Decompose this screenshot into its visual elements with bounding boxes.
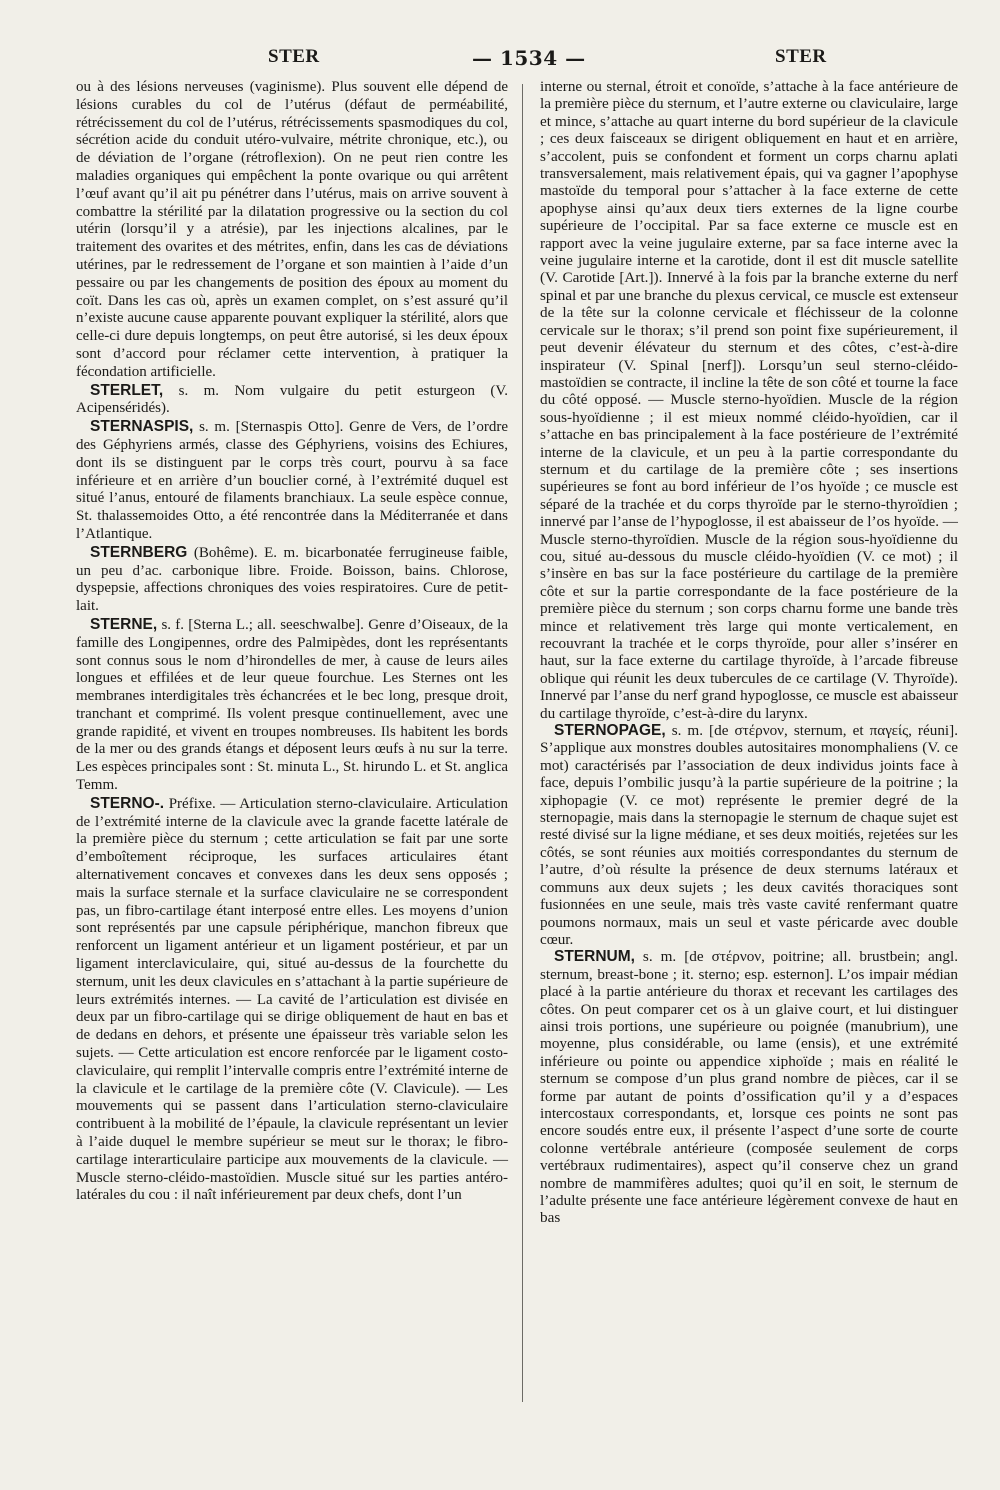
entry-sterno: STERNO-. Préfixe. — Articulation sterno-claviculaire. Articulation de l’extrémité interne de la clavicule avec la grande facette latérale de la première pièce du sternum ; cette articulation se fait par une sorte d’emboîtement réciproque, les surfaces articulaires étant alternativement concaves et convexes dans les deux sens opposés ; mais la surface sternale et la surface claviculaire ne se correspondent pas, un fibro-cartilage étant interposé entre elles. Les moyens d’union sont représentés par une capsule périphérique, manchon fibreux que renforcent un ligament antérieur et un ligament postérieur, et par un ligament interclaviculaire, qui, situé au-dessus de la fourchette du sternum, unit les deux clavicules en s’attachant à la partie supérieure de leurs extrémités internes. — La cavité de l’articulation est divisée en deux par un fibro-cartilage qui se dirige obliquement de haut en bas et de dedans en dehors, et présente une épaisseur très variable selon les sujets. — Cette articulation est encore renforcée par le ligament costo-claviculaire, qui remplit l’intervalle compris entre l’extrémité interne de la clavicule et le cartilage de la première côte (V. Clavicule). — Les mouvements qui se passent dans l’articulation sterno-claviculaire contribuent à la mobilité de l’épaule, la clavicule représentant un levier à l’aide duquel le membre supérieur se meut sur le thorax; le fibro-cartilage interarticulaire participe aux mouvements de la clavicule. — Muscle sterno-cléido-mastoïdien. Muscle situé sur les parties antéro-latérales du cou : il naît inférieurement par deux chefs, dont l’un	[76, 794, 508, 1204]
entry-sterlet: STERLET, s. m. Nom vulgaire du petit esturgeon (V. Acipenséridés).	[76, 381, 508, 417]
page-number: — 1534 —	[472, 46, 586, 70]
right-column	[540, 78, 958, 1227]
running-head-right: STER	[775, 46, 827, 67]
headword: STERNE,	[90, 615, 158, 633]
headword: STERNOPAGE,	[554, 722, 666, 740]
headword: STERLET,	[90, 381, 164, 399]
entry-sternaspis: STERNASPIS, s. m. [Sternaspis Otto]. Genre de Vers, de l’ordre des Géphyriens armés, classe des Géphyriens, voisins des Echiures, dont ils se distinguent par le corps très court, pourvu à sa face inférieure et en arrière d’un bouclier corné, à l’extrémité duquel est situé l’anus, entouré de filaments branchiaux. La seule espèce connue, St. thalassemoides Otto, a été rencontrée dans la Méditerranée et dans l’Atlantique.	[76, 418, 508, 542]
running-head-left: STER	[268, 46, 320, 67]
entry-sternum: STERNUM, s. m. [de στέρνον, poitrine; all. brustbein; angl. sternum, breast-bone ; it. sterno; esp. esternon]. L’os impair médian placé à la partie antérieure du thorax et recevant les cartilages des côtes. On peut comparer cet os à un glaive court, et lui distinguer ainsi trois portions, une supérieure ou poignée (manubrium), une moyenne, plus considérable, ou lame (ensis), et une extrémité inférieure ou pointe ou appendice xiphoïde ; mais en réalité le sternum se compose d’un plus grand nombre de pièces, car il se forme par autant de points d’ossification qu’il y a d’espaces intercostaux correspondants, et, lorsque ces points ne sont pas encore soudés entre eux, il présente l’aspect d’une sorte de courte colonne vertébrale antérieure (composée seulement de corps vertébraux rudimentaires), aspect qu’il conserve chez un grand nombre de mammifères adultes; quoi qu’il en soit, le sternum de l’adulte présente une face antérieure légèrement convexe de haut en bas	[540, 948, 958, 1227]
entry-continuation: ou à des lésions nerveuses (vaginisme). Plus souvent elle dépend de lésions curables du col de l’utérus (défaut de perméabilité, rétrécissement du col de l’utérus, rétrécissements spasmodiques du col, sécrétion acide du conduit utéro-vulvaire, métrite chronique, etc.), ou de déviation de l’organe (rétroflexion). On ne peut rien contre les maladies organiques qui empêchent la ponte ovarique ou qui arrêtent l’œuf avant qu’il ait pu pénétrer dans l’utérus, mais on arrive souvent à combattre la stérilité par la dilatation progressive ou la section du col utérin (lorsqu’il y a atrésie), par les injections alcalines, par le traitement des ovarites et des métrites, enfin, dans les cas de déviations utérines, par le redressement de l’organe et son maintien à l’aide d’un pessaire ou par les changements de position des époux au moment du coït. Dans les cas où, après un examen complet, on s’est assuré qu’il n’existe aucune cause apparente pouvant expliquer la stérilité, alors que celle-ci dure depuis longtemps, on peut être autorisé, si les deux époux sont d’accord pour réclamer cette intervention, à pratiquer la fécondation artificielle.	[76, 79, 508, 380]
left-column	[76, 78, 508, 1205]
entry-sternberg: STERNBERG (Bohême). E. m. bicarbonatée ferrugineuse faible, un peu d’ac. carbonique libre. Froide. Boisson, bains. Chlorose, dyspepsie, affections chroniques des voies respiratoires. Cure de petit-lait.	[76, 543, 508, 615]
column-rule	[522, 84, 523, 1402]
entry-sterne: STERNE, s. f. [Sterna L.; all. seeschwalbe]. Genre d’Oiseaux, de la famille des Longipennes, ordre des Palmipèdes, dont les représentants sont connus sous le nom d’hirondelles de mer, à cause de leurs ailes longues et effilées et de leur queue fourchue. Les Sternes ont les membranes interdigitales très échancrées et le bec long, presque droit, tranchant et comprimé. Ils volent presque continuellement, avec une grande rapidité, et vivent en troupes nombreuses. Ils habitent les bords de la mer ou des grands étangs et déposent leurs œufs à nu sur la terre. Les espèces principales sont : St. minuta L., St. hirundo L. et St. anglica Temm.	[76, 615, 509, 794]
headword: STERNUM,	[554, 948, 635, 966]
entry-sternopage: STERNOPAGE, s. m. [de στέρνον, sternum, et παγείς, réuni]. S’applique aux monstres doubles autositaires monomphaliens (V. ce mot) caractérisés par l’association de deux individus joints face à face, depuis l’ombilic jusqu’à la partie supérieure de la poitrine ; la xiphopagie (V. ce mot) représente le premier degré de la sternopagie, mais dans la sternopagie le sternum de chaque sujet est resté divisé sur la ligne médiane, et ses deux moitiés, rejetées sur les côtés, se sont réunies aux moitiés correspondantes du sternum de l’autre, d’où résulte la présence de deux sternums latéraux et communs aux deux sujets ; les deux cavités thoraciques sont fusionnées en une seule, mais très vaste cavité renfermant quatre poumons normaux, mais un seul et vaste péricarde avec double cœur.	[540, 722, 958, 948]
headword: STERNBERG	[90, 543, 188, 561]
headword: STERNASPIS,	[90, 418, 194, 436]
entry-continuation: interne ou sternal, étroit et conoïde, s’attache à la face antérieure de la première pièce du sternum, et l’autre externe ou claviculaire, large et mince, s’attache au quart interne du bord supérieur de la clavicule ; ces deux faisceaux se dirigent obliquement en haut et en arrière, s’accolent, puis se confondent et forment un corps charnu aplati transversalement, mais relativement épais, qui va gagner l’apophyse mastoïde du temporal pour s’attacher à la face externe de cette apophyse ainsi qu’aux deux tiers externes de la ligne courbe supérieure de l’occipital. Par sa face externe ce muscle est en rapport avec la veine jugulaire externe, par sa face interne avec la veine jugulaire interne et la carotide, dont il est dit muscle satellite (V. Carotide [Art.]). Innervé à la fois par la branche externe du nerf spinal et par une branche du plexus cervical, ce muscle est extenseur de la tête sur la colonne cervicale et fléchisseur de la colonne cervicale sur le thorax; s’il prend son point fixe supérieurement, il peut devenir élévateur du sternum et des côtes, c’est-à-dire inspirateur (V. Spinal [nerf]). Lorsqu’un seul sterno-cléido-mastoïdien se contracte, il incline la tête de son côté et tourne la face du côté opposé. — Muscle sterno-hyoïdien. Muscle de la région sous-hyoïdienne ; il est mieux nommé cléido-hyoïdien, car il s’attache en bas principalement à la face postérieure de l’extrémité interne de la clavicule, et un peu à la partie correspondante du sternum et du cartilage de la première côte ; ses insertions supérieures se font au bord inférieur de l’os hyoïde ; ce muscle est séparé de la trachée et du corps thyroïde par le sterno-thyroïdien ; innervé par l’anse de l’hypoglosse, il est abaisseur de l’os hyoïde. — Muscle sterno-thyroïdien. Muscle de la région sous-hyoïdienne du cou, situé au-dessous du muscle cléido-hyoïdien (V. ce mot) ; il s’insère en bas sur la face postérieure du cartilage de la première côte et sur la partie correspondante de la face postérieure de la première pièce du sternum ; son corps charnu forme une bande très mince et relativement très large qui monte verticalement, en recouvrant la trachée et le corps thyroïde, pour aller s’insérer en haut, sur la face externe du cartilage thyroïde, à l’arcade fibreuse oblique qui réunit les deux tubercules de ce cartilage (V. Thyroïde). Innervé par l’anse du nerf grand hypoglosse, ce muscle est abaisseur du cartilage thyroïde, c’est-à-dire du larynx.	[540, 78, 959, 722]
headword: STERNO-.	[90, 794, 165, 812]
